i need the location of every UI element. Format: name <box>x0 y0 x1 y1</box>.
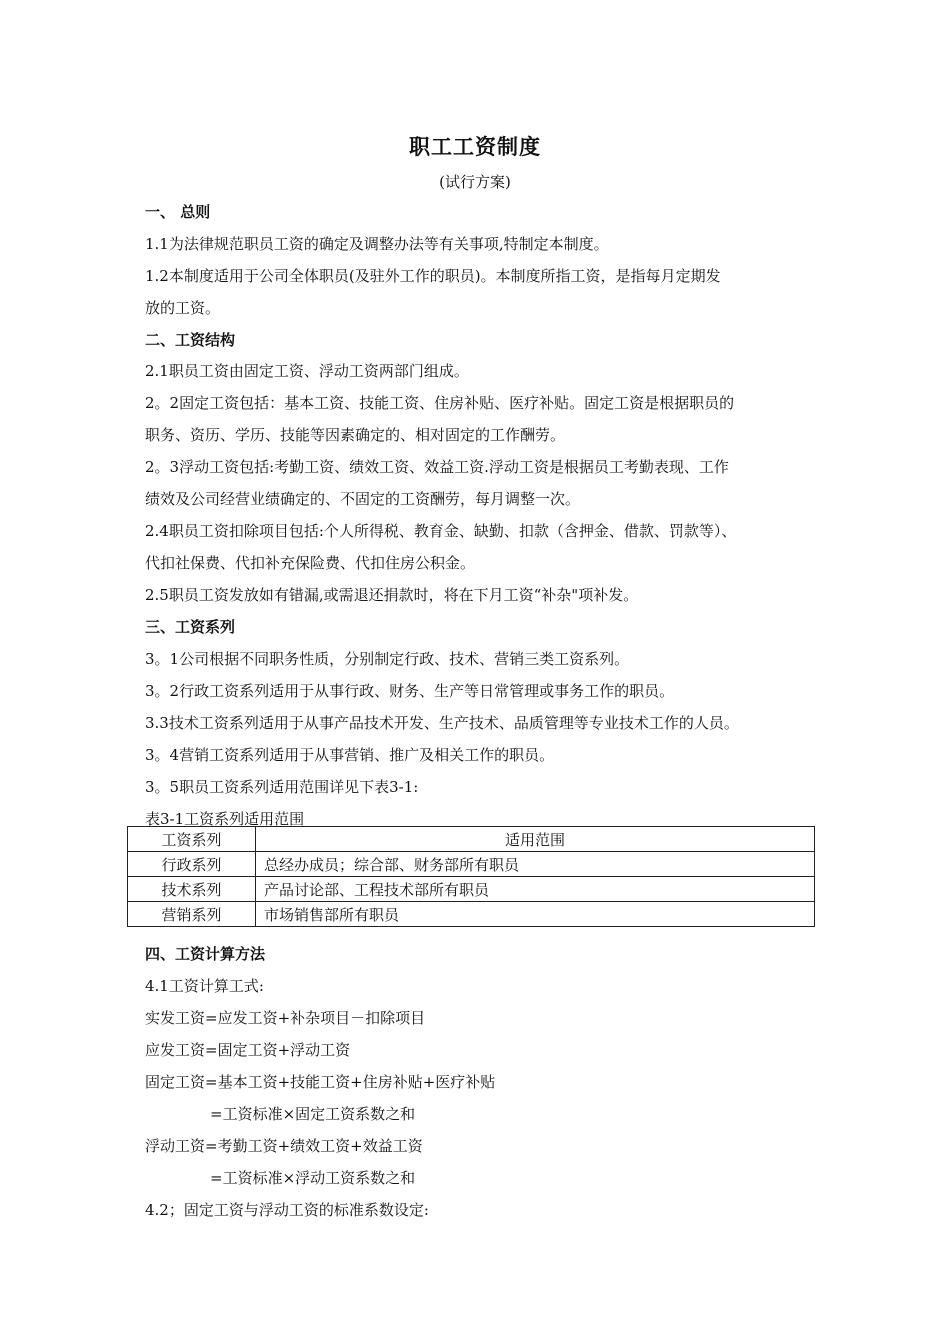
paragraph-line: 代扣社保费、代扣补充保险费、代扣住房公积金。 <box>145 554 476 572</box>
formula-line: =工资标准×浮动工资系数之和 <box>210 1169 416 1187</box>
table-cell: 产品讨论部、工程技术部所有职员 <box>256 877 815 902</box>
formula-line: 实发工资=应发工资+补杂项目－扣除项目 <box>145 1009 426 1027</box>
table-header-cell: 适用范围 <box>256 827 815 852</box>
paragraph-line: 3。4营销工资系列适用于从事营销、推广及相关工作的职员。 <box>145 746 555 764</box>
table-header-row <box>128 827 815 852</box>
section-heading-calculation: 四、工资计算方法 <box>145 945 266 963</box>
table-row <box>128 852 815 877</box>
section-heading-series: 三、工资系列 <box>145 618 236 636</box>
paragraph-line: 3。5职员工资系列适用范围详见下表3-1: <box>145 778 419 796</box>
formula-line: =工资标准×固定工资系数之和 <box>210 1105 416 1123</box>
table-caption: 表3-1工资系列适用范围 <box>145 810 305 828</box>
paragraph-line: 2。2固定工资包括：基本工资、技能工资、住房补贴、医疗补贴。固定工资是根据职员的 <box>145 394 735 412</box>
paragraph-line: 3。2行政工资系列适用于从事行政、财务、生产等日常管理或事务工作的职员。 <box>145 682 675 700</box>
table-cell: 市场销售部所有职员 <box>256 902 815 927</box>
section-heading-general: 一、 总则 <box>145 203 211 221</box>
paragraph-line: 4.2；固定工资与浮动工资的标准系数设定: <box>145 1201 429 1219</box>
formula-line: 固定工资=基本工资+技能工资+住房补贴+医疗补贴 <box>145 1073 496 1091</box>
paragraph-line: 1.1为法律规范职员工资的确定及调整办法等有关事项,特制定本制度。 <box>145 235 609 253</box>
table-header-cell: 工资系列 <box>128 827 256 852</box>
table-row <box>128 877 815 902</box>
paragraph-line: 2.5职员工资发放如有错漏,或需退还捐款时，将在下月工资“补杂"项补发。 <box>145 586 639 604</box>
table-cell: 营销系列 <box>128 902 256 927</box>
table-cell: 总经办成员；综合部、财务部所有职员 <box>256 852 815 877</box>
salary-series-table <box>127 826 815 927</box>
paragraph-line: 4.1工资计算工式: <box>145 977 264 995</box>
table-cell: 技术系列 <box>128 877 256 902</box>
paragraph-line: 绩效及公司经营业绩确定的、不固定的工资酬劳，每月调整一次。 <box>145 490 581 508</box>
formula-line: 浮动工资=考勤工资+绩效工资+效益工资 <box>145 1137 423 1155</box>
table-row <box>128 902 815 927</box>
paragraph-line: 放的工资。 <box>145 299 221 317</box>
paragraph-line: 职务、资历、学历、技能等因素确定的、相对固定的工作酬劳。 <box>145 426 566 444</box>
paragraph-line: 3.3技术工资系列适用于从事产品技术开发、生产技术、品质管理等专业技术工作的人员。 <box>145 714 739 732</box>
paragraph-line: 3。1公司根据不同职务性质，分别制定行政、技术、营销三类工资系列。 <box>145 650 630 668</box>
section-heading-structure: 二、工资结构 <box>145 331 236 349</box>
table-cell: 行政系列 <box>128 852 256 877</box>
paragraph-line: 1.2本制度适用于公司全体职员(及驻外工作的职员)。本制度所指工资，是指每月定期发 <box>145 267 721 285</box>
paragraph-line: 2.4职员工资扣除项目包括:个人所得税、教育金、缺勤、扣款（含押金、借款、罚款等）、 <box>145 522 737 540</box>
paragraph-line: 2.1职员工资由固定工资、浮动工资两部门组成。 <box>145 362 469 380</box>
paragraph-line: 2。3浮动工资包括:考勤工资、绩效工资、效益工资.浮动工资是根据员工考勤表现、工作 <box>145 458 729 476</box>
formula-line: 应发工资=固定工资+浮动工资 <box>145 1041 351 1059</box>
page-subtitle: (试行方案) <box>439 173 511 191</box>
page-title: 职工工资制度 <box>409 135 541 159</box>
